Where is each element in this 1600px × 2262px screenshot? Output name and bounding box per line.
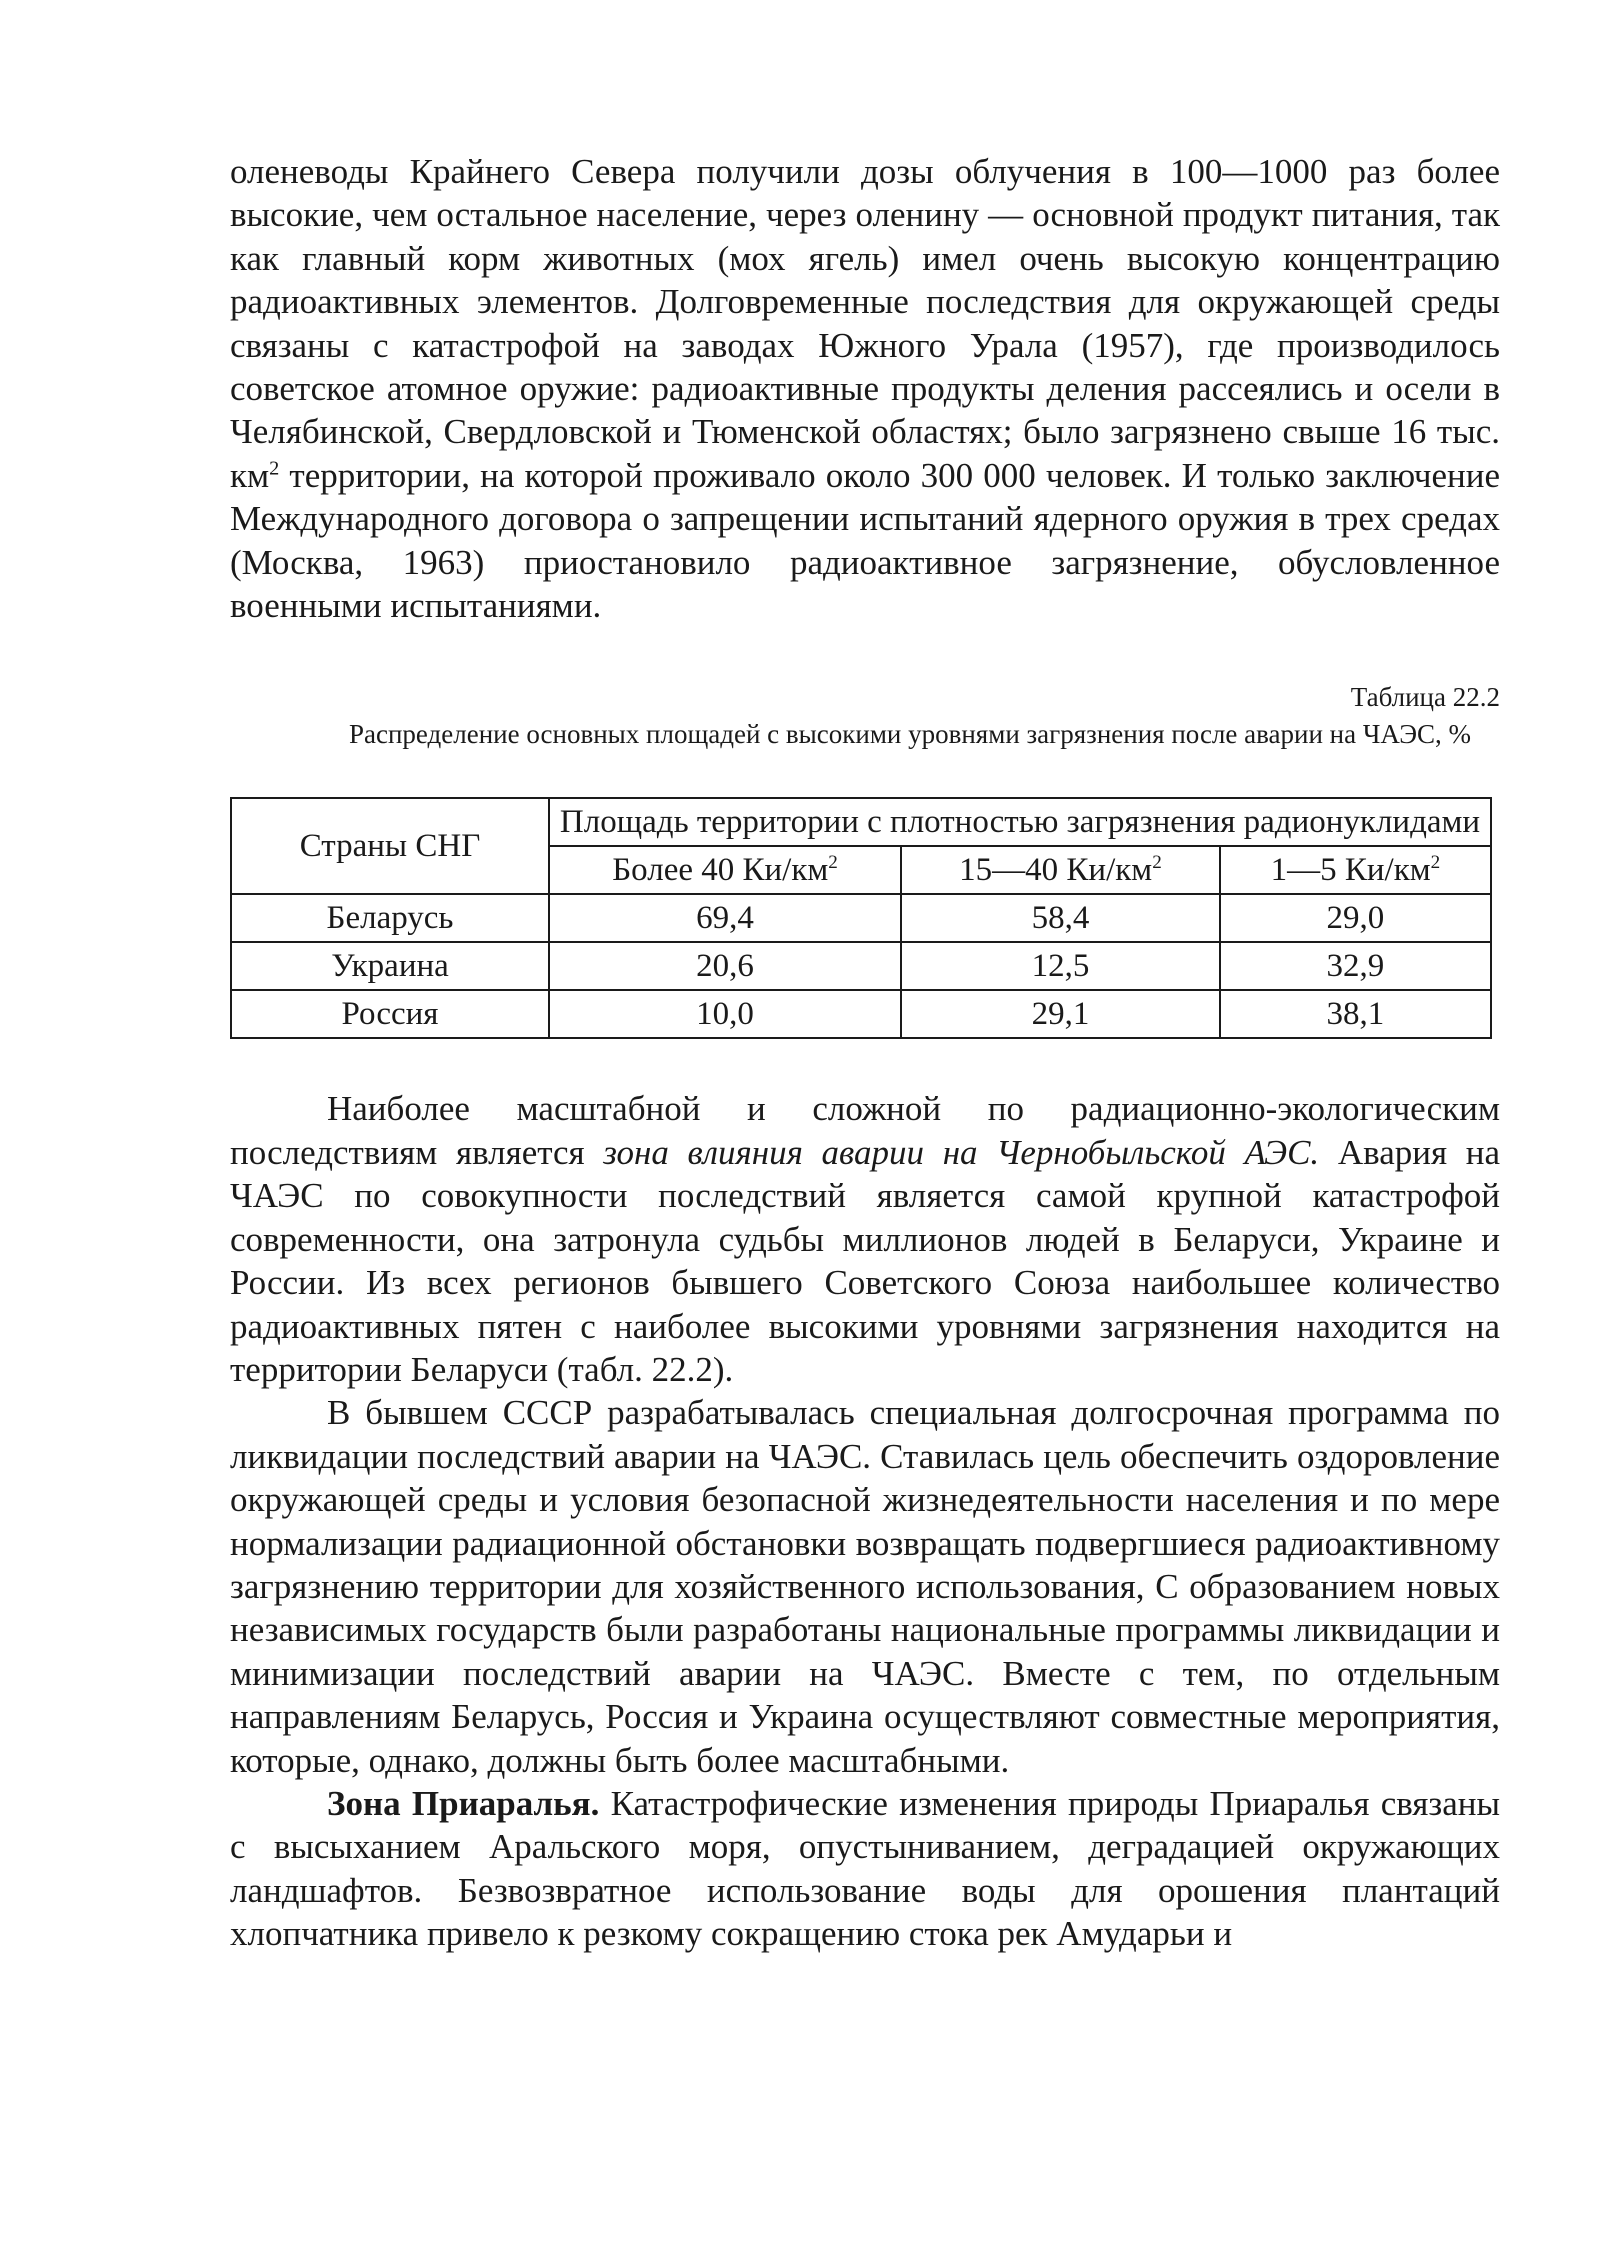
paragraph-chernobyl-zone — [230, 1087, 1500, 1391]
paragraph-radiation-history — [230, 150, 1500, 627]
value-cell: 12,5 — [901, 942, 1220, 990]
country-cell: Беларусь — [231, 894, 549, 942]
table-row — [231, 894, 1491, 942]
value-cell: 10,0 — [549, 990, 901, 1038]
value-cell: 29,0 — [1220, 894, 1491, 942]
header-area-group: Площадь территории с плотностью загрязнения радионуклидами — [549, 798, 1491, 846]
table-header-row — [231, 798, 1491, 846]
value-cell: 38,1 — [1220, 990, 1491, 1038]
paragraph-text-end: территории, на которой проживало около 300 000 человек. И только заключение Международного договора о запрещении испытаний ядерного оружия в трех средах (Москва, 1963) приостановило радиоактивное загрязнение, обусловленное военными испытаниями. — [230, 455, 1500, 626]
value-cell: 32,9 — [1220, 942, 1491, 990]
contamination-table — [230, 797, 1492, 1039]
superscript: 2 — [269, 457, 280, 480]
paragraph-text-end: Авария на ЧАЭС по совокупности последствий является самой крупной катастрофой современности, она затронула судьбы миллионов людей в Беларуси, Украине и России. Из всех регионов бывшего Советского Союза наибольшее количество радиоактивных пятен с наиболее высокими уровнями загрязнения находится на территории Беларуси (табл. 22.2). — [230, 1132, 1500, 1389]
header-countries: Страны СНГ — [231, 798, 549, 894]
table-row — [231, 942, 1491, 990]
emphasis-text: зона влияния аварии на Чернобыльской АЭС. — [603, 1132, 1320, 1172]
value-cell: 58,4 — [901, 894, 1220, 942]
table-row — [231, 990, 1491, 1038]
paragraph-text: оленеводы Крайнего Севера получили дозы облучения в 100—1000 раз более высокие, чем остальное население, через оленину — основной продукт питания, так как главный корм животных (мох ягель) имел очень высокую концентрацию радиоактивных элементов. Долговременные последствия для окружающей среды связаны с катастрофой на заводах Южного Урала (1957), где производилось советское атомное оружие: радиоактивные продукты деления рассеялись и осели в Челябинской, Свердловской и Тюменской областях; было загрязнено свыше 16 тыс. км — [230, 152, 1500, 495]
value-cell: 29,1 — [901, 990, 1220, 1038]
document-page — [230, 150, 1500, 1956]
subheader-15-40: 15—40 $Ки/км^2$ — [901, 846, 1220, 894]
country-cell: Украина — [231, 942, 549, 990]
value-cell: 69,4 — [549, 894, 901, 942]
table-title: Распределение основных площадей с высокими уровнями загрязнения после аварии на ЧАЭС, % — [348, 719, 1472, 750]
paragraph-aral-zone — [230, 1782, 1500, 1956]
country-cell: Россия — [231, 990, 549, 1038]
subheader-1-5: 1—5 $Ки/км^2$ — [1220, 846, 1491, 894]
paragraph-ussr-program: В бывшем СССР разрабатывалась специальная долгосрочная программа по ликвидации последствий аварии на ЧАЭС. Ставилась цель обеспечить оздоровление окружающей среды и условия безопасной жизнедеятельности населения и по мере нормализации радиационной обстановки возвращать подвергшиеся радиоактивному загрязнению территории для хозяйственного использования, С образованием новых независимых государств были разработаны национальные программы ликвидации и минимизации последствий аварии на ЧАЭС. Вместе с тем, по отдельным направлениям Беларусь, Россия и Украина осуществляют совместные мероприятия, которые, однако, должны быть более масштабными. — [230, 1393, 1500, 1780]
value-cell: 20,6 — [549, 942, 901, 990]
paragraph-text-end: Катастрофические изменения природы Приаралья связаны с высыханием Аральского моря, опустыниванием, деградацией окружающих ландшафтов. Безвозвратное использование воды для орошения плантаций хлопчатника привело к резкому сокращению стока рек Амударьи и — [230, 1783, 1500, 1954]
section-heading-inline: Зона Приаралья. — [327, 1783, 600, 1823]
subheader-over-40: Более 40 $Ки/км^2$ — [549, 846, 901, 894]
table-number: Таблица 22.2 — [1350, 682, 1500, 713]
paragraph-text: Наиболее масштабной и сложной по радиационно-экологическим последствиям является — [230, 1089, 1500, 1172]
